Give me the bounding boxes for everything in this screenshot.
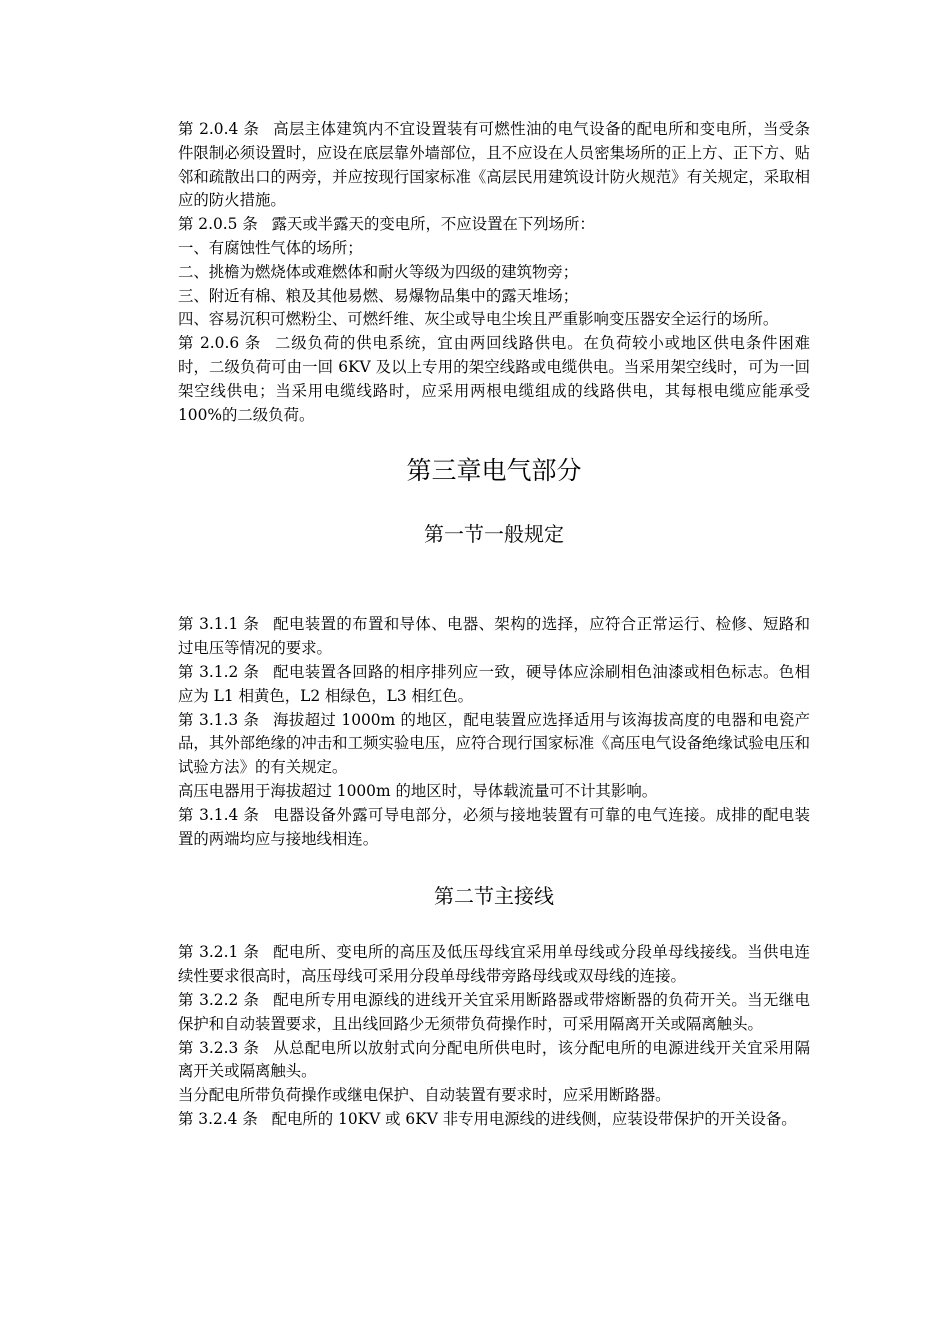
paragraph-text: 露天或半露天的变电所，不应设置在下列场所： (271, 215, 595, 234)
paragraph-text: 配电所专用电源线的进线开关宜采用断路器或带熔断器的负荷开关。当无继电保护和自动装置要求，且出线回路少无须带负荷操作时，可采用隔离开关或隔离触头。 (178, 990, 810, 1033)
article-number: 第 2.0.5 条 (178, 215, 258, 234)
article-number: 第 3.1.1 条 (178, 615, 260, 634)
text-paragraph (178, 1084, 810, 1108)
article-paragraph (178, 709, 810, 780)
article-number: 第 3.2.3 条 (178, 1038, 260, 1057)
text-paragraph (178, 308, 810, 332)
paragraph-text: 海拔超过 1000m 的地区，配电装置应选择适用与该海拔高度的电器和电瓷产品，其外部绝缘的冲击和工频实验电压，应符合现行国家标准《高压电气设备绝缘试验电压和试验方法》的有关规定。 (178, 710, 810, 777)
text-paragraph (178, 780, 810, 804)
paragraph-text: 四、容易沉积可燃粉尘、可燃纤维、灰尘或导电尘埃且严重影响变压器安全运行的场所。 (178, 310, 779, 329)
article-number: 第 3.1.2 条 (178, 662, 260, 681)
article-paragraph (178, 941, 810, 989)
article-paragraph (178, 332, 810, 427)
text-paragraph (178, 285, 810, 309)
paragraph-text: 配电所的 10KV 或 6KV 非专用电源线的进线侧，应装设带保护的开关设备。 (271, 1109, 797, 1128)
article-number: 第 3.2.2 条 (178, 990, 260, 1009)
paragraph-text: 配电所、变电所的高压及低压母线宜采用单母线或分段单母线接线。当供电连续性要求很高时，高压母线可采用分段单母线带旁路母线或双母线的连接。 (178, 943, 810, 986)
article-number: 第 2.0.6 条 (178, 334, 262, 353)
article-number: 第 2.0.4 条 (178, 120, 260, 138)
article-paragraph (178, 613, 810, 661)
spacer (178, 549, 810, 613)
article-paragraph (178, 213, 810, 237)
paragraph-text: 高层主体建筑内不宜设置装有可燃性油的电气设备的配电所和变电所，当受条件限制必须设置时，应设在底层靠外墙部位，且不应设在人员密集场所的正上方、正下方、贴邻和疏散出口的两旁，并应按现行国家标准《高层民用建筑设计防火规范》有关规定，采取相应的防火措施。 (178, 120, 810, 210)
paragraph-text: 电器设备外露可导电部分，必须与接地装置有可靠的电气连接。成排的配电装置的两端均应与接地线相连。 (178, 805, 810, 848)
paragraph-text: 配电装置的布置和导体、电器、架构的选择，应符合正常运行、检修、短路和过电压等情况的要求。 (178, 615, 810, 658)
paragraph-text: 当分配电所带负荷操作或继电保护、自动装置有要求时，应采用断路器。 (178, 1086, 671, 1105)
article-paragraph (178, 804, 810, 852)
paragraph-text: 二级负荷的供电系统，宜由两回线路供电。在负荷较小或地区供电条件困难时，二级负荷可由一回 6KV 及以上专用的架空线路或电缆供电。当采用架空线时，可为一回架空线供电；当采用电缆线路时，应采用两根电缆组成的线路供电，其每根电缆应能承受 100%的二级负荷。 (178, 334, 810, 424)
paragraph-text: 高压电器用于海拔超过 1000m 的地区时，导体载流量可不计其影响。 (178, 781, 658, 800)
section-main-wiring-articles (178, 941, 810, 1131)
section-title-general: 第一节一般规定 (424, 522, 564, 547)
text-paragraph (178, 237, 810, 261)
spacer (178, 911, 810, 941)
text-paragraph (178, 261, 810, 285)
article-paragraph (178, 118, 810, 213)
section-general-articles (178, 613, 810, 851)
article-paragraph (178, 989, 810, 1037)
article-paragraph (178, 1037, 810, 1085)
paragraph-text: 三、附近有棉、粮及其他易燃、易爆物品集中的露天堆场； (178, 286, 579, 305)
article-number: 第 3.2.1 条 (178, 943, 260, 962)
paragraph-text: 二、挑檐为燃烧体或难燃体和耐火等级为四级的建筑物旁； (178, 262, 579, 281)
paragraph-text: 配电装置各回路的相序排列应一致，硬导体应涂刷相色油漆或相色标志。色相应为 L1 相黄色，L2 相绿色，L3 相红色。 (178, 662, 810, 705)
document-page (178, 118, 810, 1132)
article-number: 第 3.2.4 条 (178, 1109, 258, 1128)
section-title-main-wiring: 第二节主接线 (434, 884, 554, 909)
article-paragraph (178, 1108, 810, 1132)
article-paragraph (178, 661, 810, 709)
paragraph-text: 从总配电所以放射式向分配电所供电时，该分配电所的电源进线开关宜采用隔离开关或隔离触头。 (178, 1038, 810, 1081)
article-number: 第 3.1.4 条 (178, 805, 260, 824)
article-number: 第 3.1.3 条 (178, 710, 260, 729)
intro-articles (178, 118, 810, 427)
paragraph-text: 一、有腐蚀性气体的场所； (178, 238, 363, 257)
chapter-title: 第三章电气部分 (406, 456, 582, 486)
